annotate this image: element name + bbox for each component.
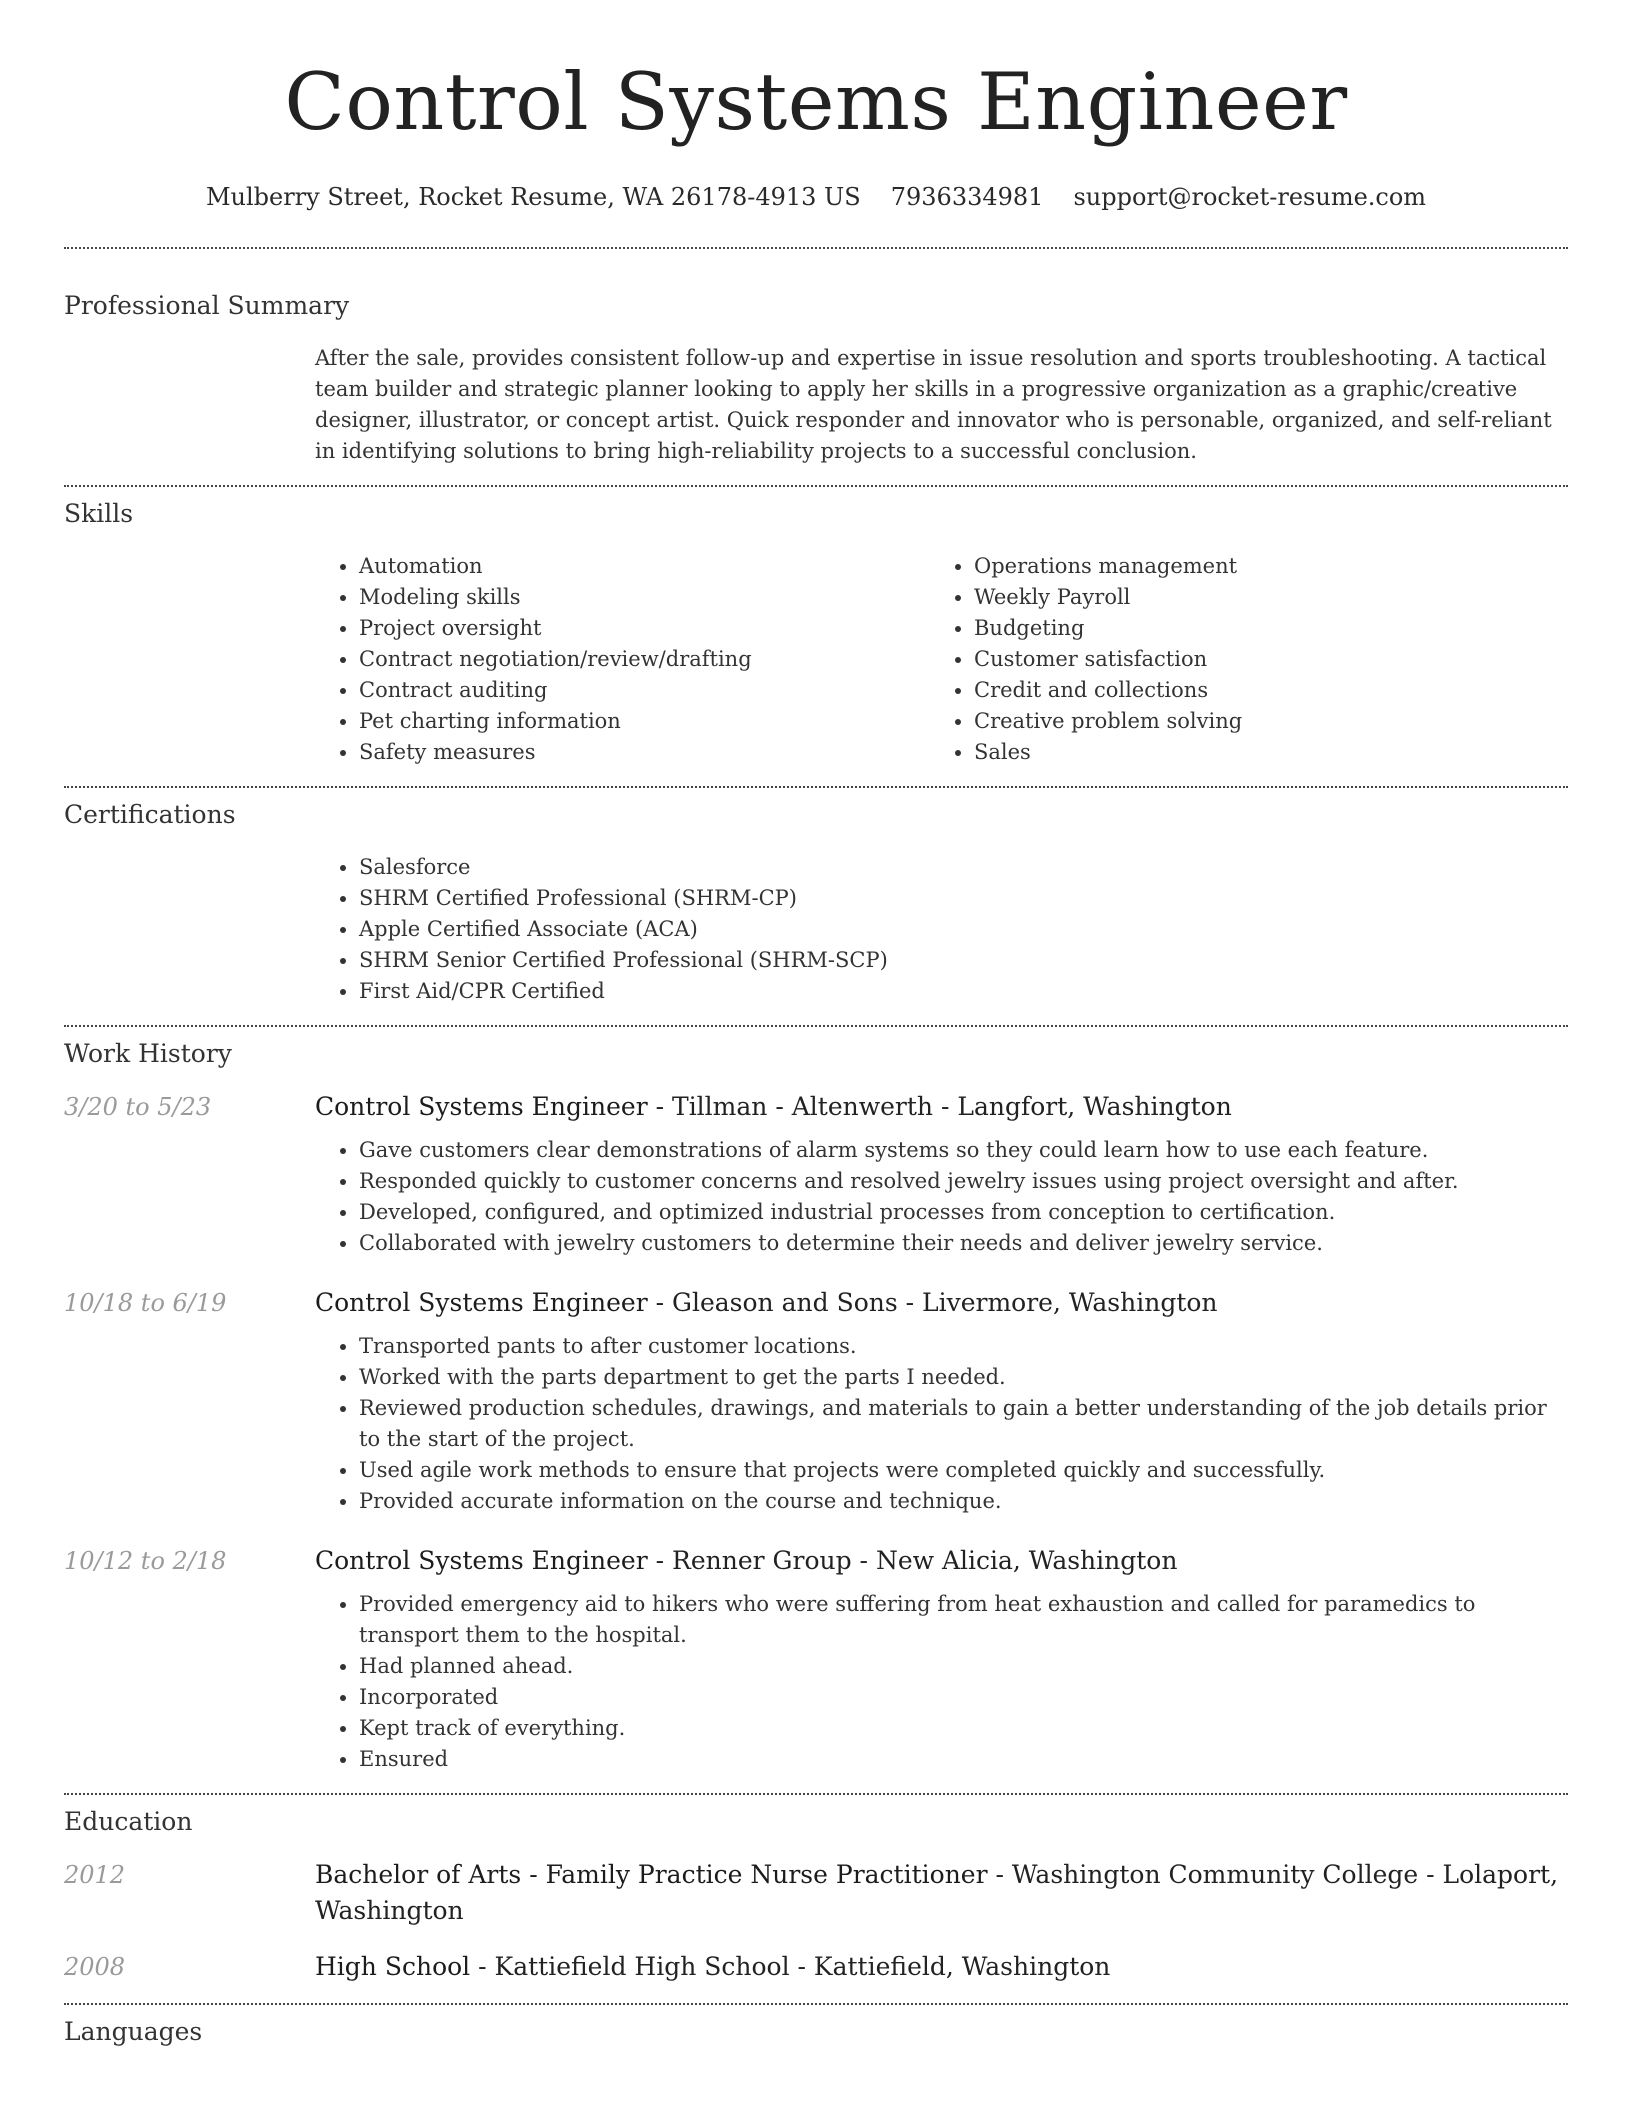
- skill-item: • Operations management: [974, 551, 1545, 582]
- degree: High School: [315, 1952, 471, 1981]
- skills-column-left: [315, 551, 930, 768]
- job-dates: 10/12 to 2/18: [64, 1547, 227, 1575]
- skill-item: • Contract negotiation/review/drafting: [359, 644, 930, 675]
- job-entry: [64, 1285, 1568, 1517]
- job-entry: [64, 1543, 1568, 1775]
- degree: Bachelor of Arts - Family Practice Nurse Practitioner: [315, 1860, 988, 1889]
- job-details: - Tillman - Altenwerth - Langfort, Washington: [647, 1092, 1232, 1121]
- job-bullet: • Provided emergency aid to hikers who were suffering from heat exhaustion and called for paramedics to transport them to the hospital.: [359, 1589, 1568, 1651]
- address: Mulberry Street, Rocket Resume, WA 26178-4913 US: [205, 183, 861, 211]
- summary-text: After the sale, provides consistent follow-up and expertise in issue resolution and sports troubleshooting. A tactical team builder and strategic planner looking to apply her skills in a progressive organization as a graphic/creative designer, illustrator, or concept artist. Quick responder and innovator who is personable, organized, and self-reliant in identifying solutions to bring high-reliability projects to a successful conclusion.: [315, 346, 1552, 463]
- skill-item: • Project oversight: [359, 613, 930, 644]
- skills-heading: Skills: [64, 499, 134, 528]
- job-bullet: • Kept track of everything.: [359, 1713, 1568, 1744]
- email: support@rocket-resume.com: [1073, 183, 1427, 211]
- education-year: 2012: [64, 1861, 126, 1889]
- skill-item: • Modeling skills: [359, 582, 930, 613]
- school-details: - Washington Community College - Lolaport, Washington: [315, 1860, 1559, 1925]
- education-heading: Education: [64, 1807, 193, 1836]
- job-bullet: • Transported pants to after customer locations.: [359, 1331, 1568, 1362]
- phone: 7936334981: [890, 183, 1044, 211]
- job-title: Control Systems Engineer: [315, 1546, 648, 1575]
- job-dates: 3/20 to 5/23: [64, 1093, 212, 1121]
- contact-line: [64, 180, 1568, 214]
- skill-item: • Contract auditing: [359, 675, 930, 706]
- education-entry: [64, 1949, 1568, 1985]
- job-heading: [315, 1089, 1232, 1125]
- certification-item: • SHRM Senior Certified Professional (SHRM-SCP): [359, 945, 1568, 976]
- job-title: Control Systems Engineer: [315, 1092, 648, 1121]
- skill-item: • Creative problem solving: [974, 706, 1545, 737]
- certifications-heading: Certifications: [64, 800, 236, 829]
- certification-item: • First Aid/CPR Certified: [359, 976, 1568, 1007]
- section-divider: [64, 1793, 1568, 1795]
- job-heading: [315, 1285, 1218, 1321]
- job-details: - Renner Group - New Alicia, Washington: [647, 1546, 1178, 1575]
- job-bullet: • Gave customers clear demonstrations of alarm systems so they could learn how to use each feature.: [359, 1135, 1568, 1166]
- job-bullet: • Responded quickly to customer concerns and resolved jewelry issues using project oversight and after.: [359, 1166, 1568, 1197]
- skill-item: • Weekly Payroll: [974, 582, 1545, 613]
- skill-item: • Automation: [359, 551, 930, 582]
- section-divider: [64, 247, 1568, 249]
- skill-item: • Safety measures: [359, 737, 930, 768]
- skill-item: • Pet charting information: [359, 706, 930, 737]
- section-divider: [64, 485, 1568, 487]
- certification-item: • Apple Certified Associate (ACA): [359, 914, 1568, 945]
- job-bullet: • Reviewed production schedules, drawings, and materials to gain a better understanding of the job details prior to the start of the project.: [359, 1393, 1568, 1455]
- job-bullet: • Provided accurate information on the course and technique.: [359, 1486, 1568, 1517]
- job-bullet: • Used agile work methods to ensure that projects were completed quickly and successfully.: [359, 1455, 1568, 1486]
- job-bullet: • Had planned ahead.: [359, 1651, 1568, 1682]
- job-details: - Gleason and Sons - Livermore, Washington: [647, 1288, 1218, 1317]
- job-bullet: • Worked with the parts department to get the parts I needed.: [359, 1362, 1568, 1393]
- education-entry: [64, 1857, 1568, 1929]
- education-heading-line: [315, 1857, 1568, 1929]
- job-bullet: • Developed, configured, and optimized industrial processes from conception to certification.: [359, 1197, 1568, 1228]
- skill-item: • Customer satisfaction: [974, 644, 1545, 675]
- education-heading-line: [315, 1949, 1110, 1985]
- job-title: Control Systems Engineer: [315, 1288, 648, 1317]
- school-details: - Kattiefield High School - Kattiefield, Washington: [470, 1952, 1111, 1981]
- skill-item: • Budgeting: [974, 613, 1545, 644]
- section-divider: [64, 786, 1568, 788]
- certifications-list: [315, 852, 1568, 1007]
- job-bullet: • Collaborated with jewelry customers to determine their needs and deliver jewelry service.: [359, 1228, 1568, 1259]
- candidate-name: Control Systems Engineer: [284, 56, 1348, 148]
- skills-grid: [315, 551, 1568, 768]
- job-bullet: • Incorporated: [359, 1682, 1568, 1713]
- job-dates: 10/18 to 6/19: [64, 1289, 227, 1317]
- skill-item: • Sales: [974, 737, 1545, 768]
- job-heading: [315, 1543, 1177, 1579]
- skill-item: • Credit and collections: [974, 675, 1545, 706]
- education-year: 2008: [64, 1953, 126, 1981]
- work-history-heading: Work History: [64, 1039, 232, 1068]
- certification-item: • SHRM Certified Professional (SHRM-CP): [359, 883, 1568, 914]
- section-divider: [64, 2003, 1568, 2005]
- job-entry: [64, 1089, 1568, 1259]
- certification-item: • Salesforce: [359, 852, 1568, 883]
- summary-heading: Professional Summary: [64, 291, 350, 320]
- skills-column-right: [930, 551, 1545, 768]
- job-bullet: • Ensured: [359, 1744, 1568, 1775]
- languages-heading: Languages: [64, 2017, 203, 2046]
- section-divider: [64, 1025, 1568, 1027]
